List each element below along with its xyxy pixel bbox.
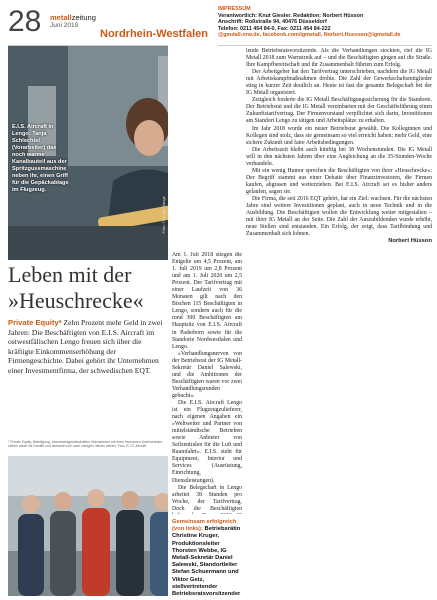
- col-b-p5: Die Arbeitszeit bleibt auch künftig bei 38 Wochenstunden. Die IG Metall will in den nächsten Jahren über eine Angleichung an die 35-Stunden-Woche verhandeln.: [246, 146, 432, 167]
- main-photo: [8, 46, 168, 260]
- header-divider-right: [218, 45, 432, 46]
- impressum-line1: Verantwortlich: Knut Giesler. Redaktion: Norbert Hüsson: [218, 12, 364, 19]
- impressum-line2: Anschrift: Roßstraße 94, 40476 Düsseldorf: [218, 19, 327, 26]
- col-a-p4: Die Belegschaft in Lengo arbeitet 38 Stunden pro Woche, der Tarifvertrag. Doch die Beschäftigten: [172, 484, 242, 512]
- group-photo-illustration: [8, 456, 168, 596]
- col-a-p3: Die E.I.S. Aircraft Lengo ist ein Flugzeugzulieferer, nach eigenen Angaben ein »Weltweiter und Partner von mittelständische Betrieben sowie Anbieter von Seilzentralen für die Luft und Raumfahrt«. E.I.S. steht für Equipment, Interior und Services (Ausrüstung, Einrichtung, Dienstleistungen).: [172, 399, 242, 484]
- col-b-p7: Die Firma, die seit 2016 EQT gehört, hat ein Ziel: wachsen. Für die nächsten Jahre sind weitere Investitionen geplant, auch in neue Technik und in die Ausbildung. Die Beschäftigten wollen die Entwicklung weiter mitgestalten – mit ihrer IG Metall an der Seite. Die Zahl der Auszubildenden wurde erhöht, neue Stellen sind entstanden. Ein Erfolg, der zeigt, dass Tarifbindung und Zusammenhalt sich lohnen.: [246, 195, 432, 238]
- group-photo: [8, 456, 168, 596]
- group-caption-heading: Gemeinsam erfolgreich (von links):: [172, 519, 237, 533]
- article-column-right: [246, 48, 432, 596]
- page-number: 28: [8, 5, 42, 38]
- impressum: [218, 6, 432, 39]
- col-b-p6: Mit ein wenig Humor sprechen die Beschäftigten von ihrer »Heuschrecke«: Der Begriff stammt aus einer Debatte über Finanzinvestoren, die Firmen kaufen, abgrasen und weiterziehen. Bei E.I.S. Aircraft sei es bisher anders gelaufen, sagen sie.: [246, 167, 432, 195]
- author-name: Norbert Hüsson: [388, 238, 432, 245]
- col-b-p1: lende Betriebsratsvorsitzende. Als die Verhandlungen stockten, rief die IG Metall 2018 zum Warnstreik auf – und die Beschäftigten gingen auf die Straße. Ihre Kampfbereitschaft und ihr Zusammenhalt führten zum Erfolg.: [246, 48, 432, 69]
- publication-zeitung: zeitung: [71, 13, 96, 22]
- publication-metall: metall: [50, 13, 72, 22]
- impressum-title: IMPRESSUM: [218, 6, 251, 12]
- group-caption-body: Betriebsrätin Christine Kruger, Produktionsleiter Thorsten Webbe, IG Metall-Sekretär Daniel Salewski, Standortleiter Stefan Schuermann und Viktor Getz, stellvertretender Betriebsratsvorsitzender: [172, 526, 241, 598]
- col-a-p1: Am 1. Juli 2018 stiegen die Entgelte um 4,5 Prozent, am 1. Juli 2019 um 2,8 Prozent und am 1. Juli 2020 um 2,5 Prozent. Der Tarifvertrag mit einer Laufzeit von 36 Monaten gilt nach den Bischen 115 Beschäftigten in Lengo, sondern auch für die rund 300 Beschäftigten am Hauptsitz von E.I.S. Aircraft in Paderborn sowie für die Standorte Nordwestfalen und Lengo.: [172, 252, 242, 350]
- publication-title: [50, 14, 96, 22]
- headline: [8, 262, 168, 314]
- article-column-middle: [172, 252, 242, 514]
- col-b-p4: Im Jahr 2018 wurde ein neuer Betriebsrat gewählt. Die Kolleginnen und Kollegen sind stolz, dass sie gemeinsam so viel erreicht haben: mehr Geld, eine sichere Zukunft und faire Arbeitsbedingungen.: [246, 125, 432, 146]
- lead-paragraph: [8, 318, 168, 376]
- impressum-line4[interactable]: @gmdall-nrw.de, facebook.com/igmetall, Norbert.Huessen@igmetall.de: [218, 32, 401, 39]
- group-caption-text: [172, 519, 242, 598]
- lead-text: Zehn Prozent mehr Geld in zwei Jahren: Die Beschäftigten von E.I.S. Aircraft im ostwestfälischen Lengo freuen sich über die kräftigte Einkommenserhöhung der Firmengeschichte. Dabei gehört ihr Unternehmen einer Investmentfirma, der schwedischen EQT.: [8, 318, 163, 375]
- lead-kicker: Private Equity*: [8, 318, 62, 327]
- headline-line1: Leben mit der: [8, 262, 132, 287]
- col-b-p2: Der Arbeitgeber hat den Tarifvertrag unterschrieben, nachdem die IG Metall mit Arbeitskampfmaßnahmen drohte. Die Zahl der Gewerkschaftsmitglieder stieg in kurzer Zeit deutlich an. Heute ist fast die gesamte Belegschaft bei der IG Metall organisiert.: [246, 69, 432, 97]
- headline-line2: »Heuschrecke«: [8, 288, 144, 313]
- impressum-line3: Telefon: 0211 454 84-0, Fax: 0211 454 84-222: [218, 25, 331, 32]
- footnote: * Private Equity: Beteiligung. Investmentgesellschaften übernehmen mit ihren Investoren Unternehmen, ziehen diese mit Kredite und verkaufen sie nach wenigen Jahren wieder. Foto: E.I.S. Aircraft: [8, 440, 164, 449]
- col-b-p3: Zeitgleich forderte die IG Metall Beschäftigungssicherung für die Standorte. Der Betriebsrat und die IG Metall vereinbarten mit der Geschäftsführung einen Zukunftstarifvertrag. Der Firmenvorstand verpflichtet sich darin, Investitionen am Standort Lengo zu tätigen und Arbeitsplätze zu erhalten.: [246, 97, 432, 125]
- main-photo-credit: Foto: Thomas Range: [161, 196, 166, 234]
- region-title: Nordrhein-Westfalen: [100, 28, 208, 40]
- main-photo-caption: E.I.S. Aircraft in Lengo: Tanja Schlechtel (Vorarbeiter) das noch warme Kanalbauteil aus der Spritzgussmaschine neben ihr, einen Griff für die Gepäckablage im Flugzeug.: [12, 124, 69, 193]
- publication-date: Juni 2019: [50, 22, 79, 29]
- col-a-p2: »Verhandlungsnerven von der Betriebsrat der IG Metall-Sekretär Daniel Salewski, und die Ambitionen der Beschäftigten waren vor zwei Verhandlungsrunden gebucht«.: [172, 350, 242, 399]
